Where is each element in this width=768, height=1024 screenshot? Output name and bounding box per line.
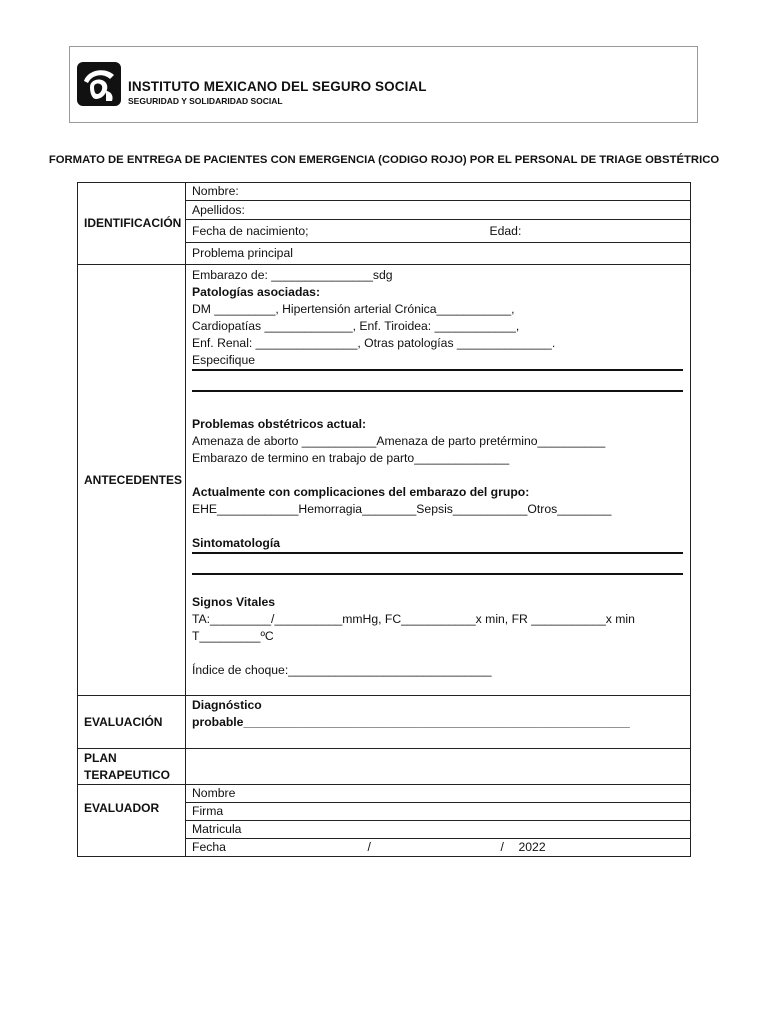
- label-antecedentes: ANTECEDENTES: [78, 265, 186, 696]
- blank-rule: [192, 371, 683, 392]
- field-fecha-edad[interactable]: [186, 220, 691, 243]
- fecha-separator-2: /: [500, 840, 504, 854]
- label-plan-terapeutico: PLAN TERAPEUTICO: [78, 749, 186, 785]
- sintomatologia-title: Sintomatología: [192, 535, 683, 554]
- fecha-nacimiento-label: Fecha de nacimiento;: [192, 223, 309, 238]
- dm-line: DM _________, Hipertensión arterial Crónica___________,: [192, 302, 515, 316]
- spacer: [192, 575, 684, 592]
- complicaciones-line: EHE____________Hemorragia________Sepsis___________Otros________: [192, 502, 612, 516]
- obstetricos-title: Problemas obstétricos actual:: [192, 417, 367, 431]
- diagnostico-label: Diagnóstico probable_________________________________________________________: [192, 698, 630, 729]
- fecha-separator-1: /: [367, 840, 371, 854]
- especifique-label: Especifique: [192, 353, 256, 367]
- label-evaluacion: EVALUACIÓN: [78, 696, 186, 749]
- embarazo-line: Embarazo de: _______________sdg: [192, 268, 393, 282]
- field-problema-principal[interactable]: Problema principal: [186, 243, 691, 265]
- org-name: INSTITUTO MEXICANO DEL SEGURO SOCIAL: [128, 79, 427, 94]
- complicaciones-title: Actualmente con complicaciones del embarazo del grupo:: [192, 485, 530, 499]
- field-evaluador-matricula[interactable]: Matricula: [186, 821, 691, 839]
- org-motto: SEGURIDAD Y SOLIDARIDAD SOCIAL: [128, 96, 283, 106]
- ta-line: TA:_________/__________mmHg, FC___________x min, FR ___________x min: [192, 612, 635, 626]
- triage-form-table: [77, 182, 691, 857]
- field-plan-terapeutico[interactable]: [186, 749, 691, 785]
- blank-rule: [192, 554, 683, 575]
- field-evaluador-firma[interactable]: Firma: [186, 803, 691, 821]
- field-evaluador-nombre[interactable]: Nombre: [186, 785, 691, 803]
- field-nombre[interactable]: Nombre:: [186, 183, 691, 201]
- label-identificacion: IDENTIFICACIÓN: [78, 183, 186, 265]
- spacer: [192, 518, 684, 535]
- temp-line: T_________ºC: [192, 629, 274, 643]
- document-title: FORMATO DE ENTREGA DE PACIENTES CON EMERGENCIA (CODIGO ROJO) POR EL PERSONAL DE TRIAGE OBSTÉTRICO: [48, 154, 720, 166]
- amenaza-line: Amenaza de aborto ___________Amenaza de parto pretérmino__________: [192, 434, 606, 448]
- spacer: [192, 645, 684, 662]
- signos-title: Signos Vitales: [192, 595, 276, 609]
- fecha-label: Fecha: [192, 840, 226, 854]
- spacer: [192, 392, 684, 409]
- patologias-title: Patologías asociadas:: [192, 285, 321, 299]
- field-apellidos[interactable]: Apellidos:: [186, 201, 691, 220]
- label-evaluador: EVALUADOR: [78, 785, 186, 857]
- header-box: [69, 46, 698, 123]
- antecedentes-content[interactable]: [186, 265, 691, 696]
- termino-line: Embarazo de termino en trabajo de parto______________: [192, 451, 510, 465]
- choque-line: Índice de choque:______________________________: [192, 663, 492, 677]
- especifique-line: [192, 352, 683, 371]
- edad-label: Edad:: [489, 223, 522, 238]
- field-diagnostico[interactable]: [186, 696, 691, 749]
- field-evaluador-fecha[interactable]: [186, 839, 691, 857]
- renal-line: Enf. Renal: _______________, Otras patologías ______________.: [192, 336, 556, 350]
- imss-logo-icon: [76, 61, 122, 107]
- spacer: [192, 467, 684, 484]
- fecha-year: 2022: [518, 840, 546, 854]
- cardiopatias-line: Cardiopatías _____________, Enf. Tiroidea: ____________,: [192, 319, 520, 333]
